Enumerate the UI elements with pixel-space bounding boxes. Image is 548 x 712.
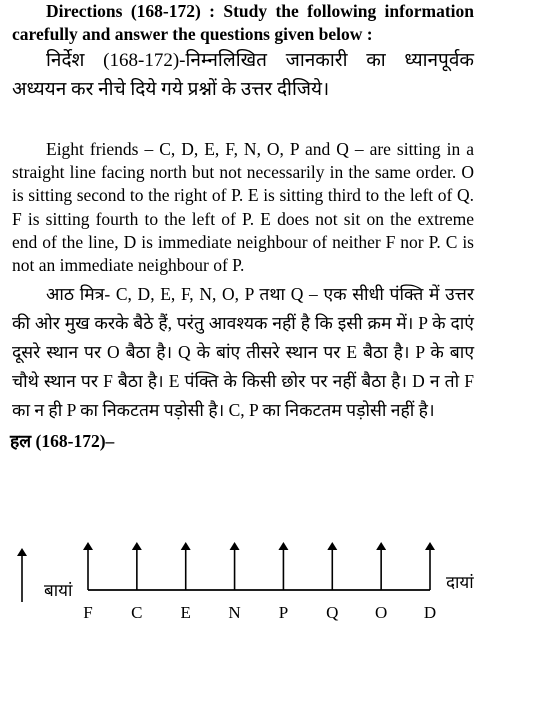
- puzzle-english: Eight friends – C, D, E, F, N, O, P and Q – are sitting in a straight line facing north but not necessarily in the same order. O is sitting second to the right of P. E is sitting third to the left of Q. F is sitting fourth to the left of P. E does not sit on the extreme end of the line, D is immediate neighbour of neither F nor P. C is not an immediate neighbour of P.: [12, 139, 474, 276]
- seat-label-f: F: [83, 603, 93, 622]
- directions-hindi: निर्देश (168-172)-निम्नलिखित जानकारी का ध्यानपूर्वक अध्ययन कर नीचे दिये गये प्रश्नों के उत्तर दीजिये।: [12, 50, 474, 100]
- seat-markers: [83, 546, 436, 622]
- seat-label-n: N: [228, 603, 241, 622]
- directions-english: Directions (168-172) : Study the following information carefully and answer the questions given below :: [12, 1, 474, 44]
- seat-label-c: C: [131, 603, 143, 622]
- question-page: [12, 0, 474, 453]
- seat-label-o: O: [375, 603, 388, 622]
- left-side-label: बायां: [44, 581, 73, 600]
- seat-label-d: D: [423, 603, 437, 622]
- seat-label-e: E: [180, 603, 191, 622]
- seat-label-q: Q: [326, 603, 339, 622]
- solution-title: हल (168-172)–: [10, 431, 115, 452]
- seat-label-p: P: [278, 603, 289, 622]
- right-side-label: दायां: [446, 573, 474, 592]
- seating-diagram: [0, 530, 548, 640]
- puzzle-hindi: आठ मित्र- C, D, E, F, N, O, P तथा Q – एक सीधी पंक्ति में उत्तर की ओर मुख करके बैठे हैं, परंतु आवश्यक नहीं है कि इसी क्रम में। P के दाएं दूसरे स्थान पर O बैठा है। Q के बांए तीसरे स्थान पर E बैठा है। P के बाए चौथे स्थान पर F बैठा है। E पंक्ति के किसी छोर पर नहीं बैठा है। D न तो F का न ही P का निकटतम पड़ोसी है। C, P का निकटतम पड़ोसी नहीं है।: [12, 284, 474, 421]
